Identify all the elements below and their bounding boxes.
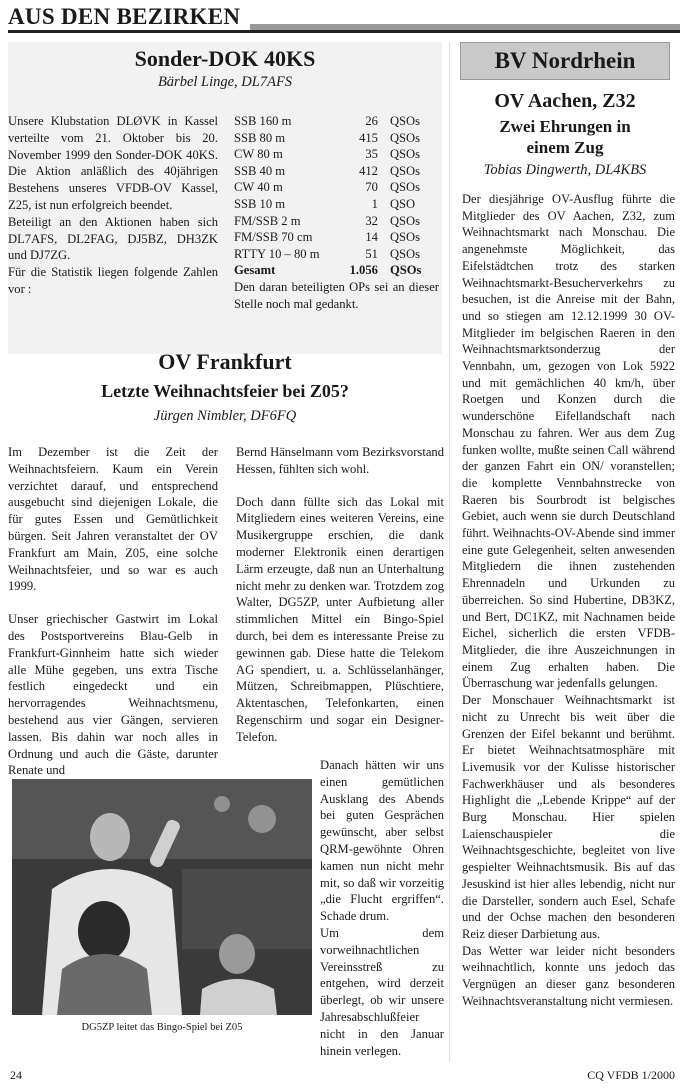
stats-count: 35 bbox=[365, 147, 378, 162]
article2-subtitle: Letzte Weihnachtsfeier bei Z05? bbox=[101, 381, 349, 401]
section-header: AUS DEN BEZIRKEN bbox=[8, 4, 241, 29]
stats-count: 26 bbox=[365, 114, 378, 128]
stats-band: SSB 10 m bbox=[234, 196, 286, 211]
stats-band: SSB 160 m bbox=[234, 114, 292, 128]
stats-count: 1.056 bbox=[349, 263, 378, 278]
stats-unit: QSOs bbox=[389, 180, 421, 195]
article3-paragraph: Das Wetter war leider nicht besonders weihnachtlich, konnte uns jedoch das Vergnügen an dieser ganz besonderen Weihnachtsveranstaltung nicht vermiesen. bbox=[462, 943, 675, 1008]
stats-band: FM/SSB 2 m bbox=[234, 213, 301, 228]
stats-count: 14 bbox=[365, 230, 378, 245]
stats-band: CW 40 m bbox=[234, 180, 283, 195]
stats-count: 32 bbox=[365, 213, 378, 228]
stats-band: FM/SSB 70 cm bbox=[234, 230, 313, 245]
stats-count: 412 bbox=[359, 163, 378, 178]
article2-paragraph: Doch dann füllte sich das Lokal mit Mitgliedern eines weiteren Vereins, eine Musikergruppe erschien, die dank moderner Elektronik einen derartigen Lärm erzeugte, daß nun an Unterhaltung nicht mehr zu denken war. Trotzdem zog Walter, DG5ZP, unter Aufbietung aller stimmlichen Mittel ein Bingo-Spiel durch, bei dem es interessante Preise zu gewinnen gab. Diese hatte die Telekom AG spendiert, u. a. Schlüsselanhänger, Mützen, Schreibmappen, Plüschtiere, Aktentaschen, Telefonkarten, einen Regenschirm und sogar ein Designer-Telefon. bbox=[236, 494, 444, 744]
stats-band: RTTY 10 – 80 m bbox=[234, 246, 320, 261]
article3-paragraph: Der Monschauer Weihnachtsmarkt ist nicht zu Unrecht bis weit über die Grenzen der Eifel bekannt und berühmt. Er bietet Weihnachtsatmosphäre mit Livemusik vor der Kulisse historischer Fachwerkhäuser und als besonderes Highlight die „Lebende Krippe“ auf der Burg Monschau. Hier spielen Laienschauspieler die Weihnachtsgeschichte, begleitet von live gespielter Weihnachtsmusik. Bis auf das Jesuskind ist hier alles lebendig, nicht nur die Darsteller, sondern auch Esel, Schafe und der Ochse machen den besonderen Reiz dieser Darbietung aus. bbox=[462, 693, 675, 941]
stats-row bbox=[234, 179, 429, 196]
article2-column3 bbox=[320, 757, 444, 1059]
article1-paragraph: Beteiligt an den Aktionen haben sich DL7AFS, DL2FAG, DJ5BZ, DH3ZK und DJ7ZG. bbox=[8, 214, 218, 263]
stats-unit: QSOs bbox=[389, 213, 421, 228]
article2-paragraph: Danach hätten wir uns einen gemütlichen Ausklang des Abends bei guten Gesprächen gewünscht, aber selbst QRM-gewöhnte Ohren kamen nun nicht mehr mit, so daß wir vorzeitig „die Flucht ergriffen“. Schade drum. bbox=[320, 758, 444, 924]
stats-band: CW 80 m bbox=[234, 147, 283, 162]
article1-paragraph: Für die Statistik liegen folgende Zahlen vor : bbox=[8, 265, 218, 296]
article3-subtitle: Zwei Ehrungen in einem Zug bbox=[499, 117, 631, 157]
bingo-photo bbox=[12, 779, 312, 1015]
stats-unit: QSOs bbox=[389, 130, 421, 145]
stats-band: SSB 80 m bbox=[234, 130, 286, 145]
stats-unit: QSOs bbox=[389, 246, 421, 261]
qso-statistics bbox=[234, 113, 439, 313]
article2-paragraph: Bernd Hänselmann vom Bezirksvorstand Hessen, fühlten sich wohl. bbox=[236, 445, 444, 476]
stats-total-row bbox=[234, 262, 429, 279]
stats-row bbox=[234, 229, 429, 246]
article1-paragraph: Unsere Klubstation DLØVK in Kassel verteilte vom 21. Oktober bis 20. November 1999 den Sonder-DOK 40KS. Die Aktion anläßlich des 40jährigen Bestehens unseres VFDB-OV Kassel, Z25, ist nun erfolgreich beendet. bbox=[8, 114, 218, 212]
region-label: BV Nordrhein bbox=[460, 42, 670, 80]
article2-paragraph: Um dem vorweihnachtlichen Vereinsstreß zu entgehen, wird derzeit überlegt, ob wir unsere Jahresabschlußfeier nicht in den Januar hinein verlegen. bbox=[320, 925, 444, 1058]
stats-count: 1 bbox=[371, 196, 378, 211]
stats-count: 51 bbox=[365, 246, 378, 261]
publication-name: CQ VFDB 1/2000 bbox=[587, 1068, 675, 1082]
article3-title: OV Aachen, Z32 bbox=[494, 90, 636, 112]
stats-row bbox=[234, 246, 429, 263]
stats-unit: QSOs bbox=[389, 114, 421, 128]
stats-band: Gesamt bbox=[234, 263, 276, 278]
column-divider bbox=[449, 42, 450, 1062]
article1-title: Sonder-DOK 40KS bbox=[134, 46, 316, 71]
stats-row bbox=[234, 213, 429, 230]
photo-caption: DG5ZP leitet das Bingo-Spiel bei Z05 bbox=[81, 1022, 243, 1033]
stats-row bbox=[234, 113, 429, 130]
stats-unit: QSO bbox=[389, 196, 416, 211]
stats-unit: QSOs bbox=[389, 230, 421, 245]
photo-illustration bbox=[12, 779, 312, 1015]
qso-table bbox=[234, 113, 429, 279]
article2-paragraph: Im Dezember ist die Zeit der Weihnachtsfeiern. Kaum ein Verein verzichtet darauf, und entsprechend ausgebucht sind diejenigen Lokale, die für gutes Essen und Gemütlichkeit bürgen. Seit Jahren veranstaltet der OV Frankfurt am Main, Z05, eine solche Weihnachtsfeier, und so war es auch 1999. bbox=[8, 445, 218, 594]
stats-count: 415 bbox=[359, 130, 378, 145]
article2-author: Jürgen Nimbler, DF6FQ bbox=[153, 408, 297, 424]
article3-paragraph: Der diesjährige OV-Ausflug führte die Mitglieder des OV Aachen, Z32, zum Weihnachtsmarkt nach Monschau. Die angenehmste Möglichkeit, das Eifelstädtchen trotz des starken Weihnachtsmarkt-Besucherverkehrs zu besuchen, ist die Anreise mit der Bahn, und so stiegen am 12.12.1999 30 OV-Mitglieder im belgischen Raeren in den Weihnachtsmarktsonderzug der Vennbahn, um, gezogen von Lok 5922 und mit gemächlichen 40 km/h, über Roetgen und Konzen durch die wunderschöne Eifellandschaft nach Monschau zu fahren. Wer aus dem Zug funken wollte, mußte seinen Call während der ganzen Fahrt ein ON/ voranstellen; die komplette Vennbahnstrecke von Raeren bis Sourbrodt ist belgisches Gebiet, auch wenn sie durch Deutschland führt. Weihnachts-OV-Abende sind immer eine gute Gelegenheit, selten anwesenden Mitgliedern die ihnen zustehenden Ehrennadeln und Urkunden zu überreichen. So sind Hubertine, DB3KZ, und Bert, DC1KZ, mit Nachnamen beide Eichel, sicherlich die ersten VFDB-Mitglieder, die ihre Auszeichnungen in einem Zug erhalten haben. Die Überraschung war jedenfalls gelungen. bbox=[462, 192, 675, 691]
article1-thanks: Den daran beteiligten OPs sei an dieser Stelle noch mal gedankt. bbox=[234, 279, 439, 311]
article1-author: Bärbel Linge, DL7AFS bbox=[157, 74, 293, 90]
stats-count: 70 bbox=[365, 180, 378, 195]
article2-paragraph: Unser griechischer Gastwirt im Lokal des Postsportvereins Blau-Gelb in Frankfurt-Ginnheim hatte sich wieder alle Mühe gegeben, uns extra Tische festlich eingedeckt und ein hervorragendes Weihnachtsmenu, bestehend aus vier Gängen, servieren lassen. Bis dahin war noch alles in Ordnung und auch die Gäste, darunter Renate und bbox=[8, 612, 218, 778]
stats-band: SSB 40 m bbox=[234, 163, 286, 178]
stats-row bbox=[234, 163, 429, 180]
stats-row bbox=[234, 196, 429, 213]
header-rule bbox=[8, 30, 680, 33]
article3-author: Tobias Dingwerth, DL4KBS bbox=[483, 162, 647, 178]
article1-body bbox=[8, 113, 218, 298]
page-number: 24 bbox=[10, 1068, 22, 1082]
stats-row bbox=[234, 146, 429, 163]
stats-row bbox=[234, 130, 429, 147]
stats-unit: QSOs bbox=[389, 163, 421, 178]
article2-column1 bbox=[8, 444, 218, 779]
article2-column2 bbox=[236, 444, 444, 746]
article3-body bbox=[462, 191, 675, 1009]
stats-unit: QSOs bbox=[389, 147, 421, 162]
article2-title: OV Frankfurt bbox=[158, 349, 292, 374]
stats-unit: QSOs bbox=[389, 263, 422, 278]
